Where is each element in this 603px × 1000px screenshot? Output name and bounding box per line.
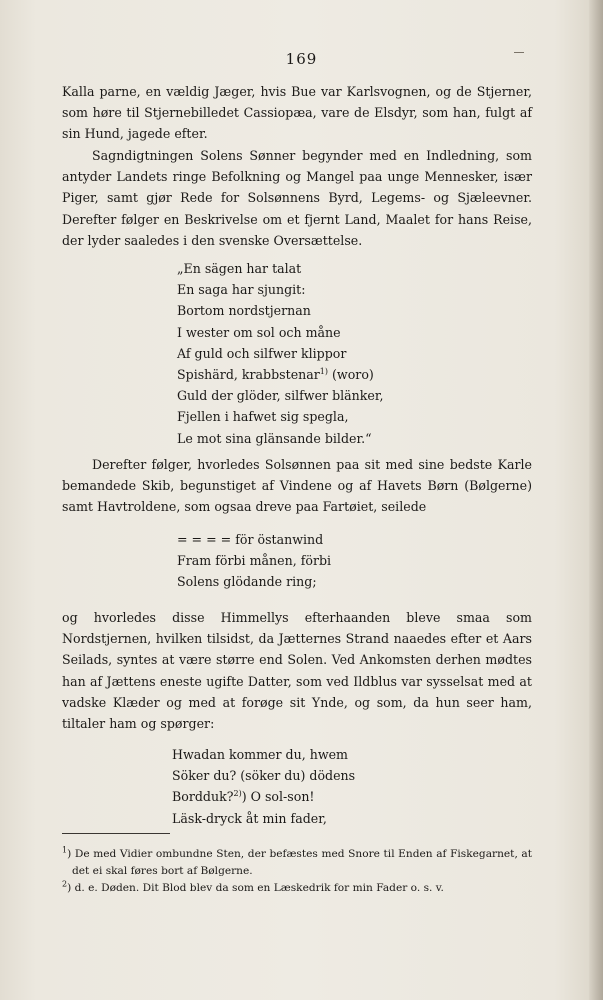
footnote-ref-1: 1): [319, 366, 329, 376]
footnote-2-mark: 2: [62, 879, 68, 889]
verse-line: [177, 364, 384, 385]
verse-line: Hwadan kommer du, hwem: [172, 747, 348, 762]
footnote-ref-2: 2): [233, 789, 242, 799]
footnote-ref-number: 1: [319, 366, 325, 376]
verse-line: Söker du? (söker du) dödens: [172, 768, 356, 784]
paragraph-1: [62, 81, 532, 145]
verse-line: Fram förbi månen, förbi: [177, 553, 332, 569]
corner-mark: [514, 52, 524, 53]
verse-line: Le mot sina glänsande bilder.“: [177, 430, 372, 446]
footnote-1-mark: 1: [62, 845, 68, 855]
verse-line: = = = = för östanwind: [177, 532, 324, 547]
page-number: 169: [285, 50, 318, 68]
verse-line: Af guld och silfwer klippor: [177, 345, 347, 361]
footnote-2: [62, 880, 532, 897]
verse-line: „En sägen har talat: [177, 261, 302, 276]
verse-line: Bortom nordstjernan: [177, 303, 311, 319]
verse-line: Fjellen i hafwet sig spegla,: [177, 409, 349, 425]
verse-block-1: [177, 258, 384, 449]
paragraph-3-text: Derefter følger, hvorledes Solsønnen paa sit med sine bedste Karle bemandede Skib, begunstiget af Vindene og af Havets Børn (Bølgerne) samt Havtroldene, som ogsaa dreve paa Fartøiet, seilede: [62, 457, 532, 515]
footnote-ref-number: 2: [233, 789, 239, 799]
verse-line: Läsk-dryck åt min fader,: [172, 810, 327, 826]
page-edge-shadow: [589, 0, 603, 1000]
paragraph-4: [62, 607, 532, 734]
verse-line-text: Bordduk?: [172, 789, 234, 805]
footnote-1-text: ) De med Vidier ombundne Sten, der befæstes med Snore til Enden af Fiskegarnet, at det ei skal føres bort af Bølgerne.: [67, 848, 532, 877]
verse-line-text: (woro): [328, 366, 374, 382]
verse-line: Solens glödande ring;: [177, 574, 317, 590]
verse-line: I wester om sol och måne: [177, 324, 341, 340]
paragraph-3: [62, 454, 532, 518]
footnote-1: [62, 846, 532, 880]
paragraph-2-text: Sagndigtningen Solens Sønner begynder med en Indledning, som antyder Landets ringe Befolkning og Mangel paa unge Mennesker, især Piger, samt gjør Rede for Solsønnens Byrd, Legems- og Sjæleevner. Derefter følger en Beskrivelse om et fjernt Land, Maalet for hans Reise, der lyder saaledes i den svenske Oversættelse.: [62, 148, 532, 248]
verse-block-2: [177, 529, 331, 593]
verse-line: En saga har sjungit:: [177, 282, 306, 298]
verse-block-3: [172, 744, 355, 829]
verse-line-text: Spishärd, krabbstenar: [177, 366, 320, 382]
verse-line-text: ) O sol-son!: [241, 789, 315, 805]
paragraph-4-text: og hvorledes disse Himmellys efterhaanden bleve smaa som Nordstjernen, hvilken tilsidst, da Jætternes Strand naaedes efter et Aars Seilads, syntes at være større end Solen. Ved Ankomsten derhen mødtes han af Jættens eneste ugifte Datter, som ved Ildblus var sysselsat med at vadske Klæder og med at forøge sit Ynde, og som, da hun seer ham, tiltaler ham og spørger:: [62, 610, 532, 732]
verse-line: [172, 786, 355, 807]
verse-line: Guld der glöder, silfwer blänker,: [177, 388, 384, 404]
paragraph-1-text: Kalla parne, en vældig Jæger, hvis Bue var Karlsvognen, og de Stjerner, som høre til Stjernebilledet Cassiopæa, vare de Elsdyr, som han, fulgt af sin Hund, jagede efter.: [62, 84, 532, 142]
footnote-divider: [62, 833, 170, 834]
paragraph-2: [62, 145, 532, 251]
footnote-2-text: ) d. e. Døden. Dit Blod blev da som en Læskedrik for min Fader o. s. v.: [67, 882, 444, 894]
footnotes: [62, 846, 532, 897]
